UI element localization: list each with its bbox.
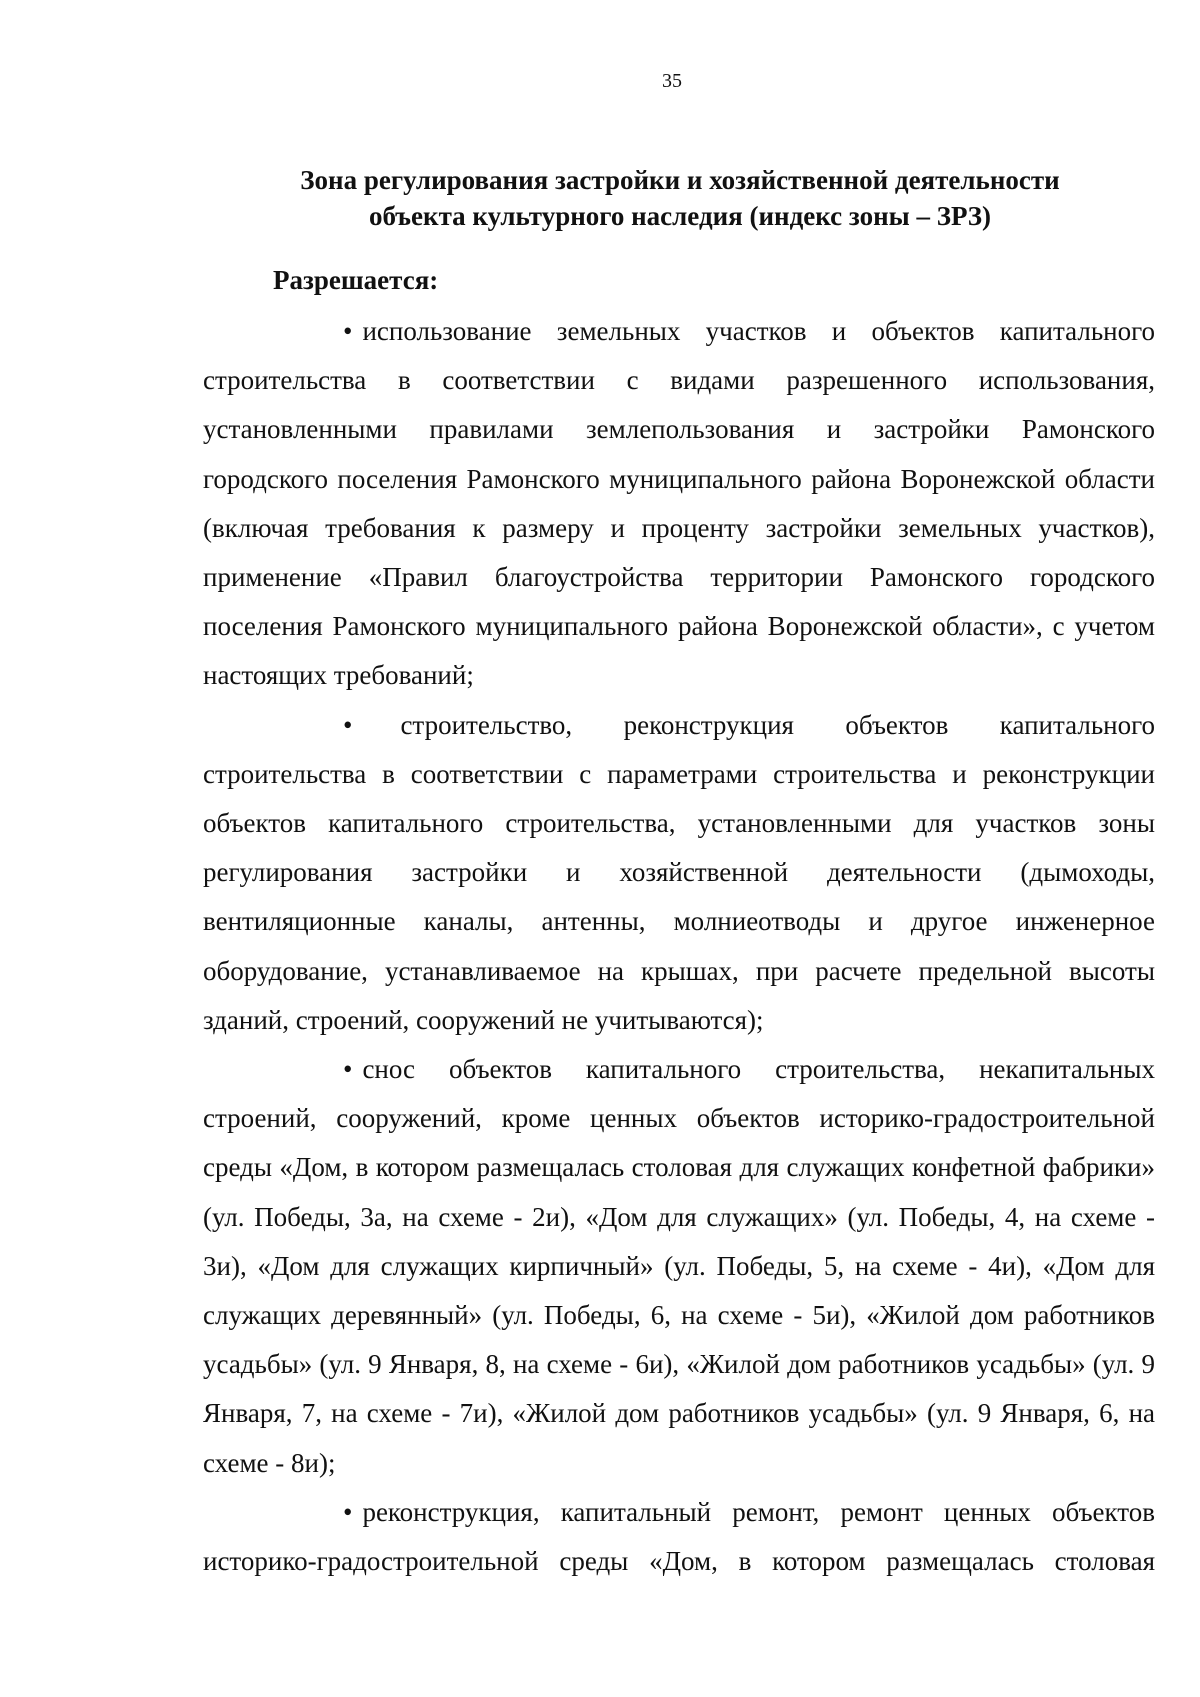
list-item-text: снос объектов капитального строительства, некапитальных строений, сооружений, кроме ценных объектов историко-градостроительной среды «Дом, в котором размещалась столовая для служащих конфетной фабрики» (ул. Победы, 3а, на схеме - 2и), «Дом для служащих» (ул. Победы, 4, на схеме - 3и), «Дом для служащих кирпичный» (ул. Победы, 5, на схеме - 4и), «Дом для служащих деревянный» (ул. Победы, 6, на схеме - 5и), «Жилой дом работников усадьбы» (ул. 9 Января, 8, на схеме - 6и), «Жилой дом работников усадьбы» (ул. 9 Января, 7, на схеме - 7и), «Жилой дом работников усадьбы» (ул. 9 Января, 6, на схеме - 8и); [203, 1054, 1155, 1478]
section-heading [200, 162, 1160, 234]
list-item [203, 701, 1155, 1045]
bullet-list [203, 307, 1155, 1586]
allowed-label: Разрешается: [273, 265, 439, 295]
bullet-icon: • [343, 1054, 353, 1085]
list-item-text: реконструкция, капитальный ремонт, ремонт ценных объектов историко-градостроительной среды «Дом, в котором размещалась столовая [203, 1496, 1155, 1577]
heading-line-1: Зона регулирования застройки и хозяйственной деятельности [300, 165, 1060, 195]
list-item [203, 1045, 1155, 1488]
page-number: 35 [662, 70, 682, 92]
list-item [203, 307, 1155, 701]
bullet-icon: • [343, 316, 353, 346]
bullet-icon: • [343, 1496, 353, 1527]
bullet-icon: • [343, 709, 353, 740]
list-item-text: строительство, реконструкция объектов капитального строительства в соответствии с параметрами строительства и реконструкции объектов капитального строительства, установленными для участков зоны регулирования застройки и хозяйственной деятельности (дымоходы, вентиляционные каналы, антенны, молниеотводы и другое инженерное оборудование, устанавливаемое на крышах, при расчете предельной высоты зданий, строений, сооружений не учитываются); [203, 709, 1155, 1035]
heading-line-2: объекта культурного наследия (индекс зоны – ЗРЗ) [368, 201, 992, 231]
list-item [203, 1488, 1155, 1586]
list-item-text: использование земельных участков и объектов капитального строительства в соответствии с видами разрешенного использования, установленными правилами землепользования и застройки Рамонского городского поселения Рамонского муниципального района Воронежской области (включая требования к размеру и проценту застройки земельных участков), применение «Правил благоустройства территории Рамонского городского поселения Рамонского муниципального района Воронежской области», с учетом настоящих требований; [203, 316, 1155, 691]
